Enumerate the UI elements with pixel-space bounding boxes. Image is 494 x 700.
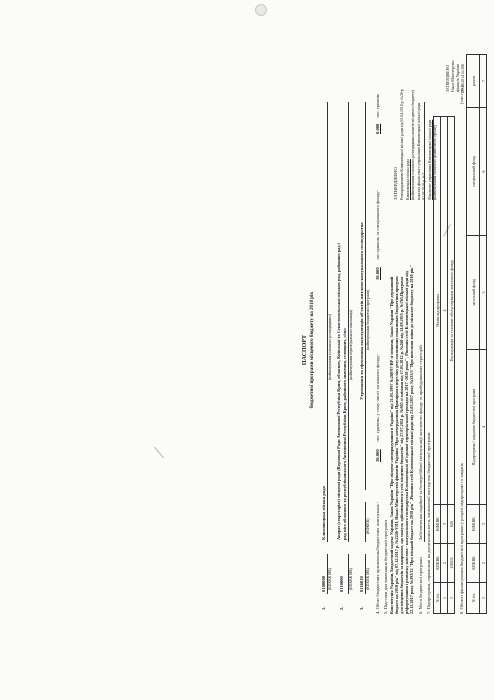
financing-number-row — [480, 55, 487, 614]
basis-line1: Конституція України, Бюджетний кодекс України, Закон України "Про місцеве самоврядування в Україні" від 21.05.1997 №280/97-ВР зі змінами, Закон України "Про державний — [389, 276, 394, 614]
number-cell: 3 — [480, 505, 487, 544]
row2-code: 0110000 — [339, 576, 344, 592]
header-cell: КФКВК — [467, 505, 480, 544]
subprograms-header-row — [434, 117, 441, 614]
goal-heading: 6. Мета бюджетної програми — [418, 557, 423, 614]
approval-order-line4: 26.08.2014 № 836 — [461, 63, 465, 92]
document-subtitle: бюджетної програми місцевого бюджету на 2018 рік — [310, 291, 315, 409]
amount-general-text: тис.гривень та спеціального фонду- — [375, 189, 380, 260]
approval-order-line1: ЗАТВЕРДЖЕНО — [446, 64, 450, 92]
table-cell: 116011 — [448, 544, 455, 583]
basis-heading: 5. Підстави для виконання бюджетної програми — [383, 520, 388, 614]
header-cell: Підпрограма / завдання бюджетної програми — [467, 350, 480, 505]
number-cell: 4 — [480, 350, 487, 505]
approval-line5: 02.04.2018 р. №7 — [422, 172, 426, 200]
row1-code: 0100000 — [321, 575, 326, 592]
number-cell: 4 — [441, 117, 448, 505]
approval-order-line2: Наказ Міністерства — [451, 60, 455, 92]
header-cell: разом — [467, 55, 480, 108]
row2-code-caption: (КПКВК МБ) — [349, 568, 353, 590]
header-cell: N з/п — [434, 583, 441, 614]
financing-table — [466, 54, 487, 614]
financing-heading: 8. Обсяги фінансування бюджетної програми у розрізі підпрограм та завдань — [459, 463, 464, 614]
basis-line2: бюджет на 2018 рік" від 07.12.2017 р. №2246-VIII, Наказ Міністерства фінансів України "Про затвердження Примірного переліку результативних показників бюджетних програм — [394, 276, 399, 614]
approval-order-line3: фінансів України — [456, 64, 460, 92]
approval-line2: Климовецька міська рада — [406, 159, 410, 200]
table-cell: Експлуатація та технічне обслуговування житлового фонду — [448, 117, 455, 505]
amount-total-text: тис. гривень, у тому числі загального фонду- — [375, 353, 380, 442]
header-cell: КПКВК — [467, 544, 480, 583]
row3-number: 3. — [359, 606, 364, 610]
number-cell: 3 — [441, 505, 448, 544]
goal-text: Забезпечення надійної та безперебійної експлуатації житлового фонду та прибудинкових територій — [418, 345, 423, 540]
number-cell: 1 — [480, 583, 487, 614]
number-cell: 1 — [441, 583, 448, 614]
table-cell: 620 — [448, 505, 455, 544]
approval-line3: (найменування головного розпорядника коштів місцевого бюджету) — [411, 90, 415, 200]
header-cell: загальний фонд — [467, 236, 480, 350]
approval-title: ЗАТВЕРДЖЕНО — [393, 167, 398, 200]
row1-code-caption: (КПКВК МБ) — [328, 568, 332, 590]
number-cell: 2 — [480, 544, 487, 583]
goal-underline — [424, 102, 425, 542]
financing-unit: (тис.грн.) — [459, 85, 464, 104]
number-cell: 7 — [480, 55, 487, 108]
row1-name-caption: (найменування головного розпорядника) — [328, 314, 332, 380]
table-row — [448, 117, 455, 614]
amount-special-fund: 0.000 — [375, 123, 380, 134]
basis-line3: для місцевих бюджетів за напрямом, що можуть здійснюватися з усіх місцевих бюджетів" від 27.07.2011 р. №945 зі змінами від 17.01.2012 р. №260 від 14.09.2015 р. №765,Програма — [399, 277, 404, 614]
document-title: ПАСПОРТ — [302, 334, 308, 366]
table-cell: 1 — [448, 583, 455, 614]
approval-line7: (найменування місцевого фінансового органу) — [433, 124, 437, 200]
row2-name-line1: Апарат (секретаріат) місцевої ради (Верховної Ради Автономної Республіки Крим, обласних, Київської та Севастопольської міських рад, районних рад і — [336, 243, 341, 540]
row2-name-caption: (найменування відповідального виконавця) — [349, 309, 353, 380]
number-cell: 5 — [480, 236, 487, 350]
amount-special-text: тис. гривень — [375, 93, 380, 118]
row3-name-caption: (найменування бюджетної програми) — [366, 289, 370, 350]
header-cell: N з/п — [467, 583, 480, 614]
approval-line4: наказом фінансового управління Климовецької міської ради — [417, 102, 421, 200]
row2-name-line2: рад міст обласного та республіканського Автономної Республіки Крим, районного значення, селищних, сільс — [342, 327, 347, 540]
number-cell: 2 — [441, 544, 448, 583]
basis-line5: 22.12.2017 року №393/12 "Про міський бюджет на 2018 рік" ,Рішення сесії Климовецької міської ради від 23.03.2017 року №333/3 "Про внесення зміни до міського бюджету на 2018 рік" — [409, 265, 414, 614]
amount-total: 30.000 — [375, 449, 380, 462]
row3-code-caption: (КПКВК МБ) — [366, 568, 370, 590]
header-cell: КПКВК — [434, 544, 441, 583]
row2-number: 2. — [339, 606, 344, 610]
subprograms-table — [433, 116, 455, 614]
row3-kfk-caption: (КФКВК) — [366, 518, 370, 534]
row1-number: 1. — [321, 606, 326, 610]
subprograms-number-row — [441, 117, 448, 614]
header-cell: КФКВК — [434, 505, 441, 544]
header-cell: Назва підпрограми — [434, 117, 441, 505]
financing-header-row — [467, 55, 480, 614]
approval-line1: Розпорядженням Климовецької міської ради від 02.04.2018 р. №36-р — [400, 89, 404, 200]
row3-code: 0116010 — [359, 576, 364, 592]
amounts-intro: 4. Обсяг бюджетних призначень/бюджетних асигнувань - — [375, 501, 380, 614]
row3-name: Утримання та ефективна експлуатація об'єктів житлово-комунального господарства — [359, 222, 364, 400]
approval-line6: Фінансове управління Климовецької міської ради — [428, 119, 432, 200]
basis-line4: реформування і розвитку житлово - комунального господарства Климовецької об'єднаної територіальної громади на 2017 -2020 роки" , Рішення сесії Климовецької міської ради від — [404, 271, 409, 614]
header-cell: спеціальний фонд — [467, 108, 480, 236]
subprograms-heading: 7. Підпрограми, спрямовані на досягнення мети, визначеної паспортом бюджетної програми — [426, 432, 431, 614]
amount-general-fund: 30.000 — [375, 267, 380, 280]
row1-name: Климовецька міська рада — [321, 486, 326, 540]
number-cell: 6 — [480, 108, 487, 236]
